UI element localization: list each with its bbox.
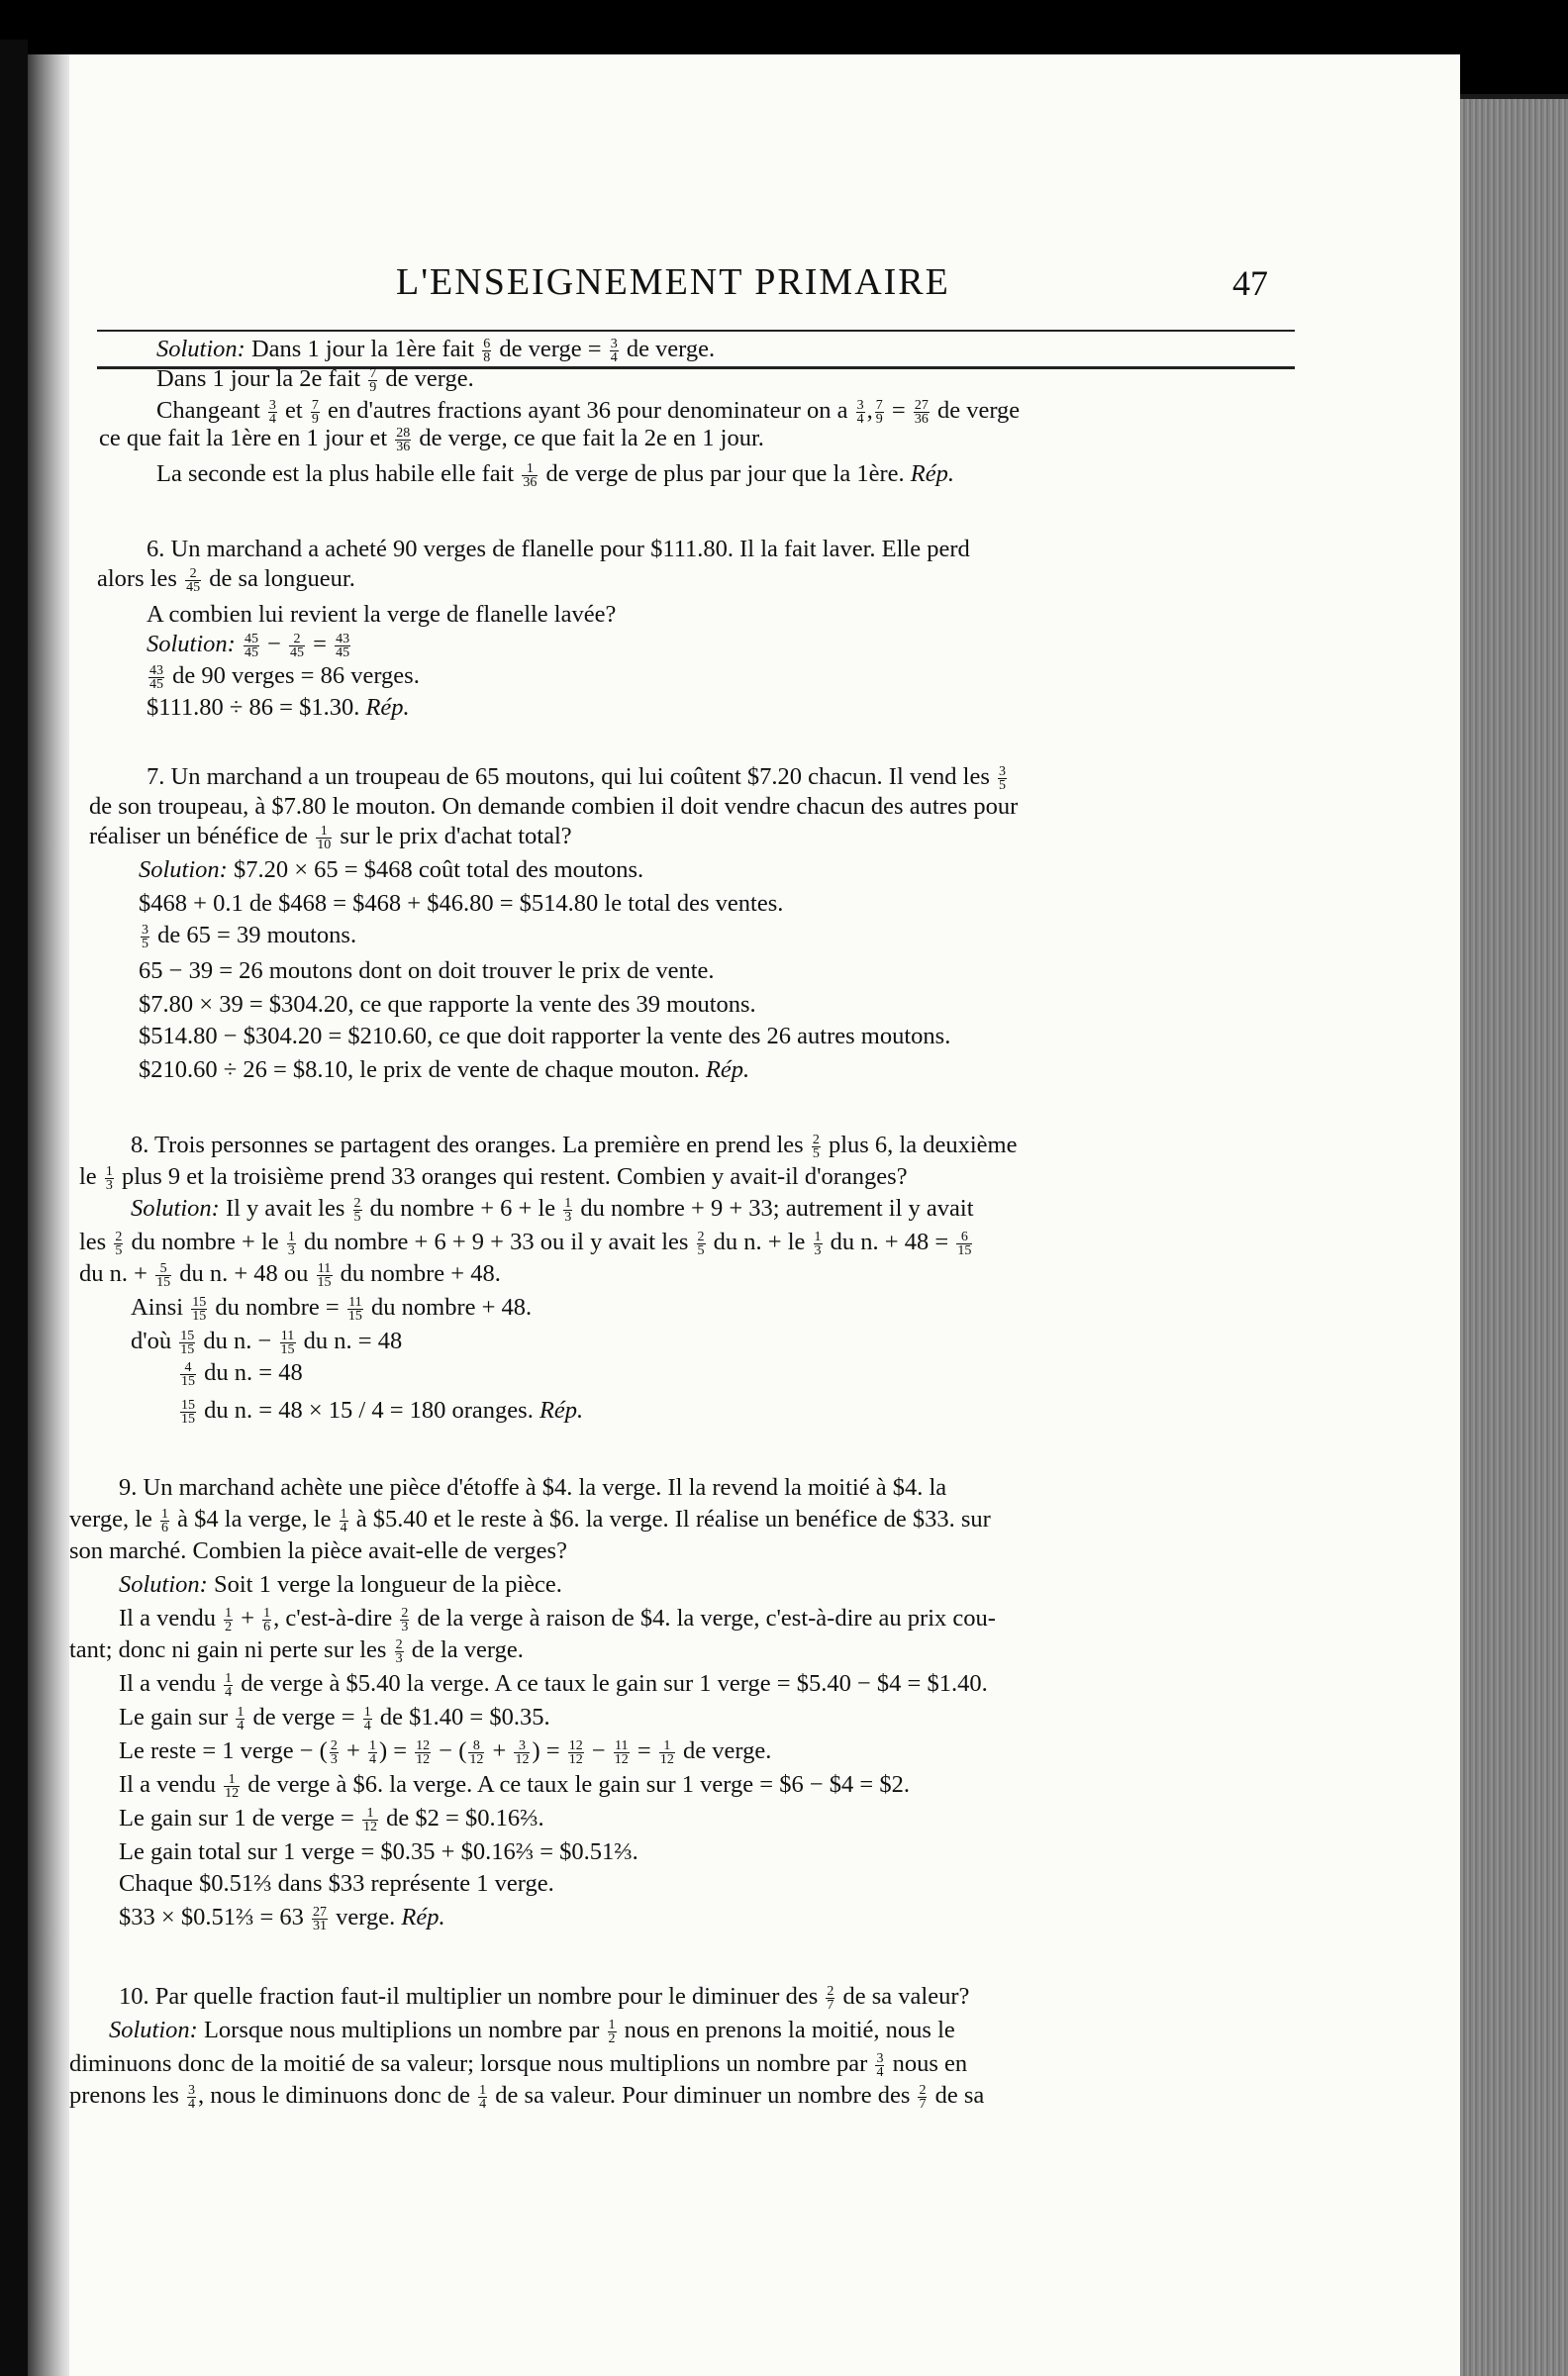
text-line: La seconde est la plus habile elle fait $\frac{1}{36}$ de verge de plus par jour que la 1ère. Rép. [156, 460, 954, 490]
text-line: tant; donc ni gain ni perte sur les $\frac{2}{3}$ de la verge. [69, 1636, 524, 1666]
page-gutter-shadow [28, 54, 69, 2376]
text-line: Il a vendu $\frac{1}{4}$ de verge à $5.40 la verge. A ce taux le gain sur 1 verge = $5.40 − $4 = $1.40. [119, 1670, 988, 1700]
running-title: L'ENSEIGNEMENT PRIMAIRE [396, 261, 950, 303]
header-rule [97, 330, 1295, 332]
text-line: Changeant $\frac{3}{4}$ et $\frac{7}{9}$ en d'autres fractions ayant 36 pour denominateur on a $\frac{3}{4}$ , $\frac{7}{9}$ = $\frac{27}{36}$ de verge [156, 397, 1021, 427]
text-line: 7. Un marchand a un troupeau de 65 moutons, qui lui coûtent $7.20 chacun. Il vend les $\frac{3}{5}$ [147, 763, 1006, 793]
text-line: 65 − 39 = 26 moutons dont on doit trouver le prix de vente. [139, 957, 715, 984]
scan-left-border [0, 40, 28, 2376]
text-line: $33 × $0.51⅔ = 63 $\frac{27}{31}$ verge. Rép. [119, 1904, 445, 1933]
page-header [69, 260, 1460, 310]
text-line: alors les $\frac{2}{45}$ de sa longueur. [97, 565, 355, 595]
text-line: $210.60 ÷ 26 = $8.10, le prix de vente de chaque mouton. Rép. [139, 1056, 750, 1083]
text-line: 6. Un marchand a acheté 90 verges de flanelle pour $111.80. Il la fait laver. Elle perd [147, 536, 970, 562]
text-line: Solution: Il y avait les $\frac{2}{5}$ du nombre + 6 + le $\frac{1}{3}$ du nombre + 9 + 33; autrement il y avait [131, 1195, 974, 1225]
book-page [69, 54, 1460, 2376]
text-line: $468 + 0.1 de $468 = $468 + $46.80 = $514.80 le total des ventes. [139, 890, 784, 917]
page-number: 47 [1232, 263, 1268, 303]
text-line: d'où $\frac{15}{15}$ du n. − $\frac{11}{15}$ du n. = 48 [131, 1328, 403, 1357]
scan-top-border [0, 0, 1568, 59]
text-line: 8. Trois personnes se partagent des oranges. La première en prend les $\frac{2}{5}$ plus 6, la deuxième [131, 1132, 1018, 1161]
text-line: 9. Un marchand achète une pièce d'étoffe à $4. la verge. Il la revend la moitié à $4. la [119, 1474, 947, 1501]
text-line: prenons les $\frac{3}{4}$ , nous le diminuons donc de $\frac{1}{4}$ de sa valeur. Pour diminuer un nombre des $\frac{2}{7}$ de sa [69, 2082, 985, 2112]
text-line: du n. + $\frac{5}{15}$ du n. + 48 ou $\frac{11}{15}$ du nombre + 48. [79, 1260, 501, 1290]
text-line: son marché. Combien la pièce avait-elle de verges? [69, 1537, 567, 1564]
text-line: $\frac{4}{15}$ du n. = 48 [181, 1359, 303, 1389]
text-line: diminuons donc de la moitié de sa valeur; lorsque nous multiplions un nombre par $\frac{3}{4}$ nous en [69, 2050, 968, 2080]
text-line: Solution: Lorsque nous multiplions un nombre par $\frac{1}{2}$ nous en prenons la moitié, nous le [109, 2017, 955, 2046]
text-line: $514.80 − $304.20 = $210.60, ce que doit rapporter la vente des 26 autres moutons. [139, 1023, 951, 1049]
text-line: $\frac{3}{5}$ de 65 = 39 moutons. [142, 922, 357, 951]
text-line: Le reste = 1 verge − ( $\frac{2}{3}$ + $\frac{1}{4}$ ) = $\frac{12}{12}$ − ( $\frac{8}{12}$ + $\frac{3}{12}$ ) = $\frac{12}{12}$ − $\frac{11}{12}$ = $\frac{1}{12}$ de verge. [119, 1737, 772, 1767]
text-line: Il a vendu $\frac{1}{2}$ + $\frac{1}{6}$ , c'est-à-dire $\frac{2}{3}$ de la verge à raison de $4. la verge, c'est-à-dire au prix cou- [119, 1605, 996, 1634]
text-line: le $\frac{1}{3}$ plus 9 et la troisième prend 33 oranges qui restent. Combien y avait-il d'oranges? [79, 1163, 908, 1193]
text-line: Solution: Dans 1 jour la 1ère fait $\frac{6}{8}$ de verge = $\frac{3}{4}$ de verge. [156, 336, 716, 365]
text-line: Solution: $7.20 × 65 = $468 coût total des moutons. [139, 856, 644, 883]
text-line: 10. Par quelle fraction faut-il multiplier un nombre pour le diminuer des $\frac{2}{7}$ de sa valeur? [119, 1983, 970, 2013]
text-line: $\frac{43}{45}$ de 90 verges = 86 verges. [149, 662, 420, 692]
text-line: $111.80 ÷ 86 = $1.30. Rép. [147, 694, 410, 721]
text-line: $7.80 × 39 = $304.20, ce que rapporte la vente des 39 moutons. [139, 991, 756, 1018]
text-line: A combien lui revient la verge de flanelle lavée? [147, 601, 617, 628]
book-page-edges [1460, 99, 1568, 2376]
text-line: ce que fait la 1ère en 1 jour et $\frac{28}{36}$ de verge, ce que fait la 2e en 1 jour. [99, 425, 764, 454]
text-line: Le gain sur $\frac{1}{4}$ de verge = $\frac{1}{4}$ de $1.40 = $0.35. [119, 1704, 550, 1733]
text-line: Solution: Soit 1 verge la longueur de la pièce. [119, 1571, 562, 1598]
text-line: de son troupeau, à $7.80 le mouton. On demande combien il doit vendre chacun des autres pour [89, 793, 1019, 820]
text-line: Le gain sur 1 de verge = $\frac{1}{12}$ de $2 = $0.16⅔. [119, 1805, 544, 1834]
text-line: Le gain total sur 1 verge = $0.35 + $0.16⅔ = $0.51⅔. [119, 1838, 638, 1865]
text-line: Il a vendu $\frac{1}{12}$ de verge à $6. la verge. A ce taux le gain sur 1 verge = $6 − $4 = $2. [119, 1771, 910, 1801]
text-line: réaliser un bénéfice de $\frac{1}{10}$ sur le prix d'achat total? [89, 823, 572, 852]
text-line: Solution: $\frac{45}{45}$ − $\frac{2}{45}$ = $\frac{43}{45}$ [147, 631, 350, 660]
text-line: Ainsi $\frac{15}{15}$ du nombre = $\frac{11}{15}$ du nombre + 48. [131, 1294, 533, 1324]
text-line: Chaque $0.51⅔ dans $33 représente 1 verge. [119, 1870, 554, 1897]
text-line: verge, le $\frac{1}{6}$ à $4 la verge, le $\frac{1}{4}$ à $5.40 et le reste à $6. la verge. Il réalise un benéfice de $33. sur [69, 1506, 991, 1535]
text-line: $\frac{15}{15}$ du n. = 48 × 15 / 4 = 180 oranges. Rép. [181, 1397, 584, 1427]
text-line: Dans 1 jour la 2e fait $\frac{7}{9}$ de verge. [156, 365, 474, 395]
text-line: les $\frac{2}{5}$ du nombre + le $\frac{1}{3}$ du nombre + 6 + 9 + 33 ou il y avait les $\frac{2}{5}$ du n. + le $\frac{1}{3}$ du n. + 48 = $\frac{6}{15}$ [79, 1229, 972, 1258]
